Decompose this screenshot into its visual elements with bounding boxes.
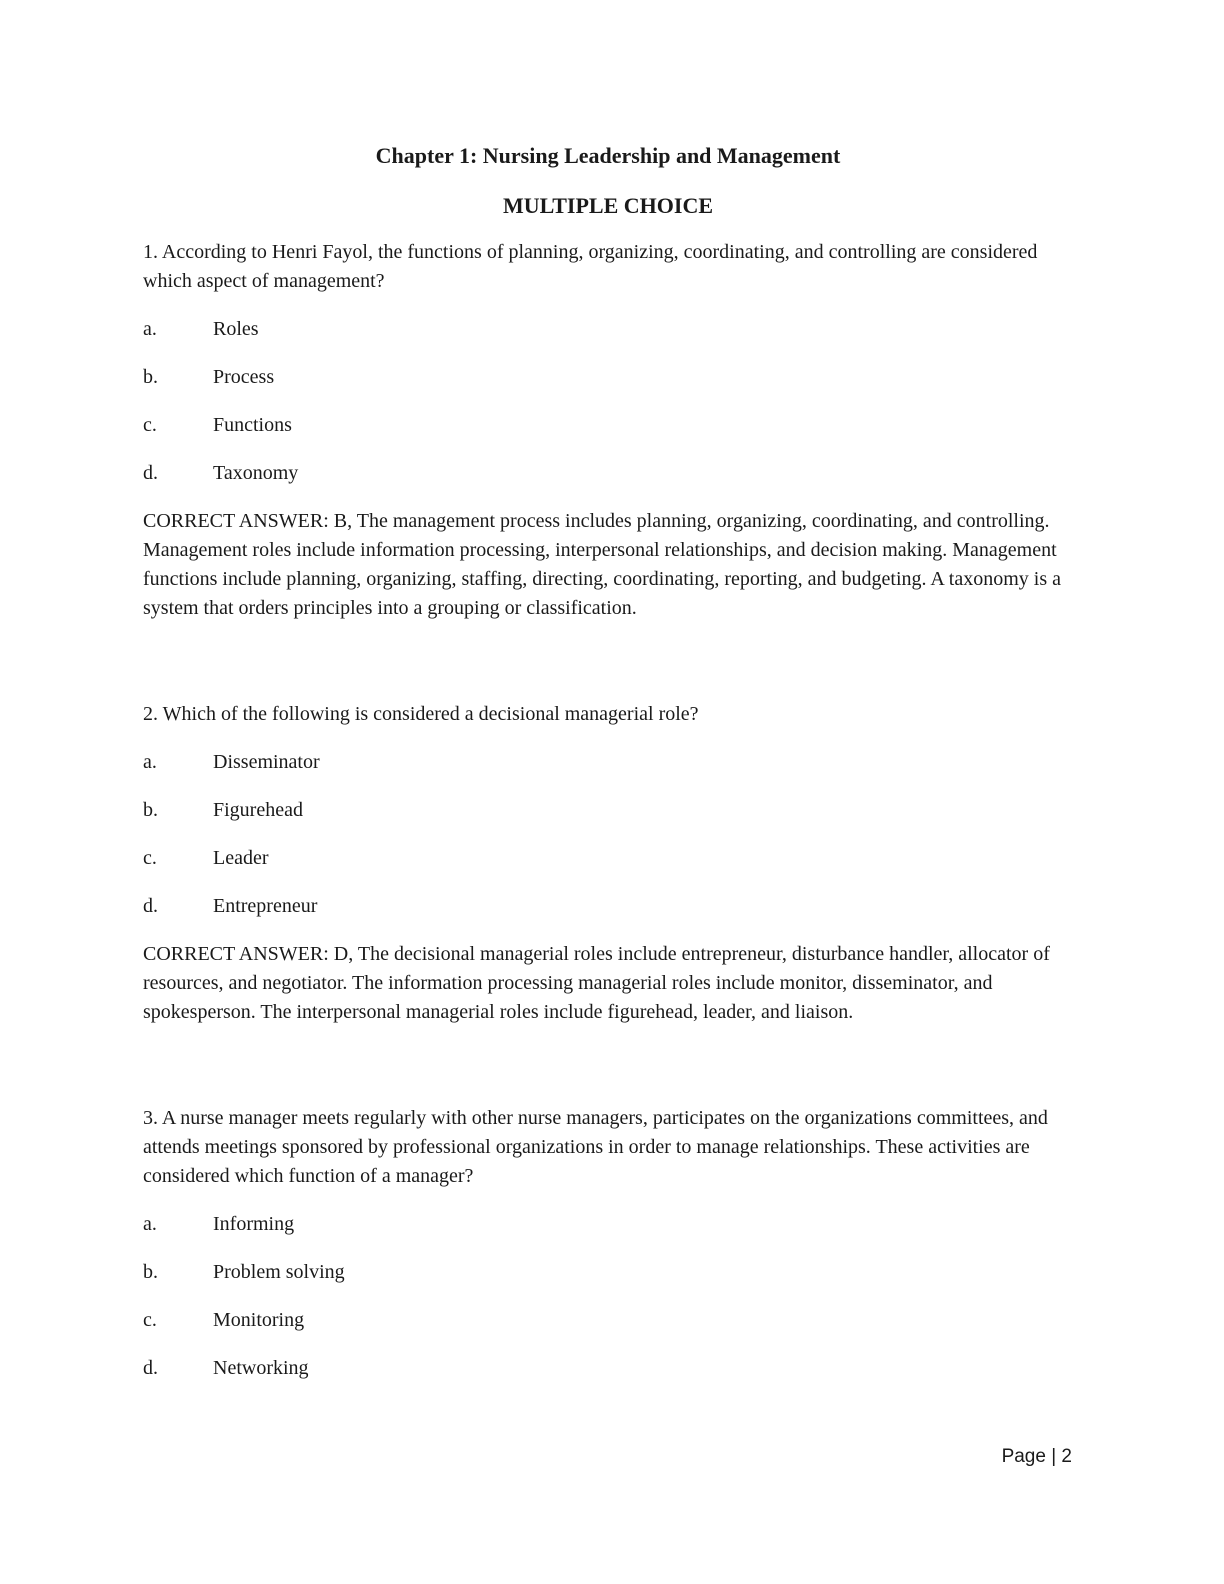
option-letter: c. <box>143 414 157 436</box>
option-d <box>143 1354 1073 1383</box>
option-text: Entrepreneur <box>213 895 318 917</box>
spacer <box>143 642 1073 700</box>
answer-prefix: CORRECT ANSWER: <box>143 943 334 965</box>
option-letter: b. <box>143 1261 158 1283</box>
option-a <box>143 748 1073 777</box>
question-3 <box>143 1104 1073 1383</box>
document-page <box>143 140 1073 1402</box>
option-a <box>143 315 1073 344</box>
option-text: Roles <box>213 318 259 340</box>
option-letter: d. <box>143 462 158 484</box>
spacer <box>143 1046 1073 1104</box>
question-2 <box>143 700 1073 1027</box>
option-text: Leader <box>213 847 269 869</box>
option-letter: b. <box>143 366 158 388</box>
option-c <box>143 411 1073 440</box>
chapter-title: Chapter 1: Nursing Leadership and Management <box>375 143 841 168</box>
option-letter: a. <box>143 318 157 340</box>
option-text: Taxonomy <box>213 462 299 484</box>
option-b <box>143 1258 1073 1287</box>
question-stem: 1. According to Henri Fayol, the functions of planning, organizing, coordinating, and controlling are considered which aspect of management? <box>143 241 1038 292</box>
option-text: Disseminator <box>213 751 320 773</box>
answer-letter: D <box>333 943 349 965</box>
option-text: Networking <box>213 1357 309 1379</box>
option-letter: c. <box>143 847 157 869</box>
option-letter: a. <box>143 751 157 773</box>
option-text: Figurehead <box>213 799 303 821</box>
answer-prefix: CORRECT ANSWER: <box>143 510 334 532</box>
answer-explanation: , The decisional managerial roles include entrepreneur, disturbance handler, allocator of resources, and negotiator. The information processing managerial roles include monitor, disseminator, and spokesperson. The interpersonal managerial roles include figurehead, leader, and liaison. <box>143 943 1050 1023</box>
answer-explanation: , The management process includes planning, organizing, coordinating, and controlling. Management roles include information processing, interpersonal relationships, and decision making. Management functions include planning, organizing, staffing, directing, coordinating, reporting, and budgeting. A taxonomy is a system that orders principles into a grouping or classification. <box>143 510 1061 619</box>
option-c <box>143 844 1073 873</box>
option-text: Informing <box>213 1213 295 1235</box>
page-number: Page | 2 <box>1001 1446 1072 1467</box>
option-text: Problem solving <box>213 1261 345 1283</box>
option-letter: b. <box>143 799 158 821</box>
option-letter: d. <box>143 895 158 917</box>
option-letter: a. <box>143 1213 157 1235</box>
option-b <box>143 796 1073 825</box>
answer-letter: B <box>333 510 348 532</box>
option-letter: d. <box>143 1357 158 1379</box>
option-b <box>143 363 1073 392</box>
section-title: MULTIPLE CHOICE <box>502 193 714 218</box>
option-d <box>143 892 1073 921</box>
question-stem: 2. Which of the following is considered a decisional managerial role? <box>143 703 699 725</box>
option-text: Functions <box>213 414 292 436</box>
question-stem: 3. A nurse manager meets regularly with other nurse managers, participates on the organizations committees, and attends meetings sponsored by professional organizations in order to manage relationships. These activities are considered which function of a manager? <box>143 1107 1048 1187</box>
option-c <box>143 1306 1073 1335</box>
question-1 <box>143 238 1073 623</box>
option-d <box>143 459 1073 488</box>
correct-answer <box>143 940 1073 1027</box>
option-text: Process <box>213 366 275 388</box>
option-a <box>143 1210 1073 1239</box>
option-text: Monitoring <box>213 1309 305 1331</box>
correct-answer <box>143 507 1073 623</box>
option-letter: c. <box>143 1309 157 1331</box>
